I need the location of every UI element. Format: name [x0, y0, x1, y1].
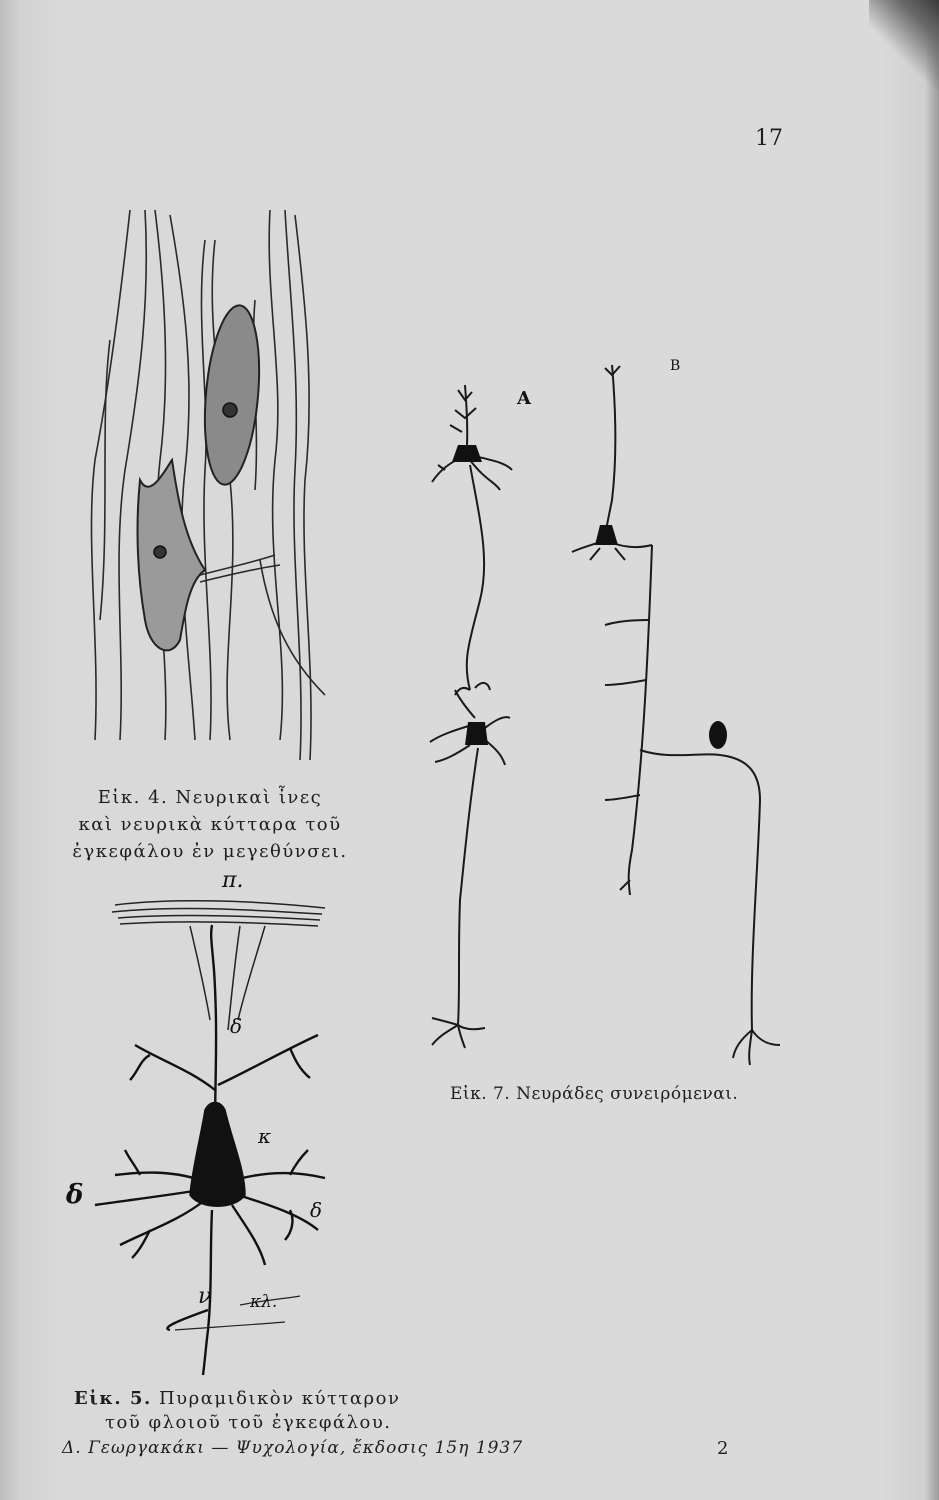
figure5-caption-line1-text: Πυραμιδικὸν κύτταρον	[158, 1388, 401, 1409]
figure4-caption-line1: Εἰκ. 4. Νευρικαὶ ἶνες	[97, 787, 323, 808]
figure5-label-kappa: κ	[258, 1124, 272, 1148]
page-number: 17	[755, 126, 783, 151]
figure5-label-delta-top: δ	[230, 1014, 243, 1038]
figure5-caption-number: Εἰκ. 5.	[74, 1388, 152, 1409]
footer-text: Δ. Γεωργακάκι — Ψυχολογία, ἔκδοσις 15η 1937	[62, 1438, 524, 1458]
figure5-caption-line1	[74, 1388, 400, 1409]
figure5-label-kl: κλ.	[250, 1292, 278, 1312]
figure7-label-b: B	[670, 358, 681, 374]
figure5-label-nu: ν	[198, 1284, 212, 1309]
figure7-label-a: A	[517, 388, 531, 409]
figure5-label-delta-left: δ	[66, 1180, 84, 1210]
figure4-caption-line3: ἐγκεφάλου ἐν μεγεθύνσει.	[72, 841, 348, 862]
figure5-label-pi: π.	[222, 868, 244, 893]
signature-mark: 2	[717, 1438, 729, 1459]
figure7-caption: Εἰκ. 7. Νευράδες συνειρόμεναι.	[450, 1084, 739, 1104]
figure4-caption-line2: καὶ νευρικὰ κύτταρα τοῦ	[78, 814, 342, 835]
figure5-caption-line2: τοῦ φλοιοῦ τοῦ ἐγκεφάλου.	[105, 1412, 392, 1433]
figure5-label-delta-right: δ	[310, 1198, 323, 1222]
